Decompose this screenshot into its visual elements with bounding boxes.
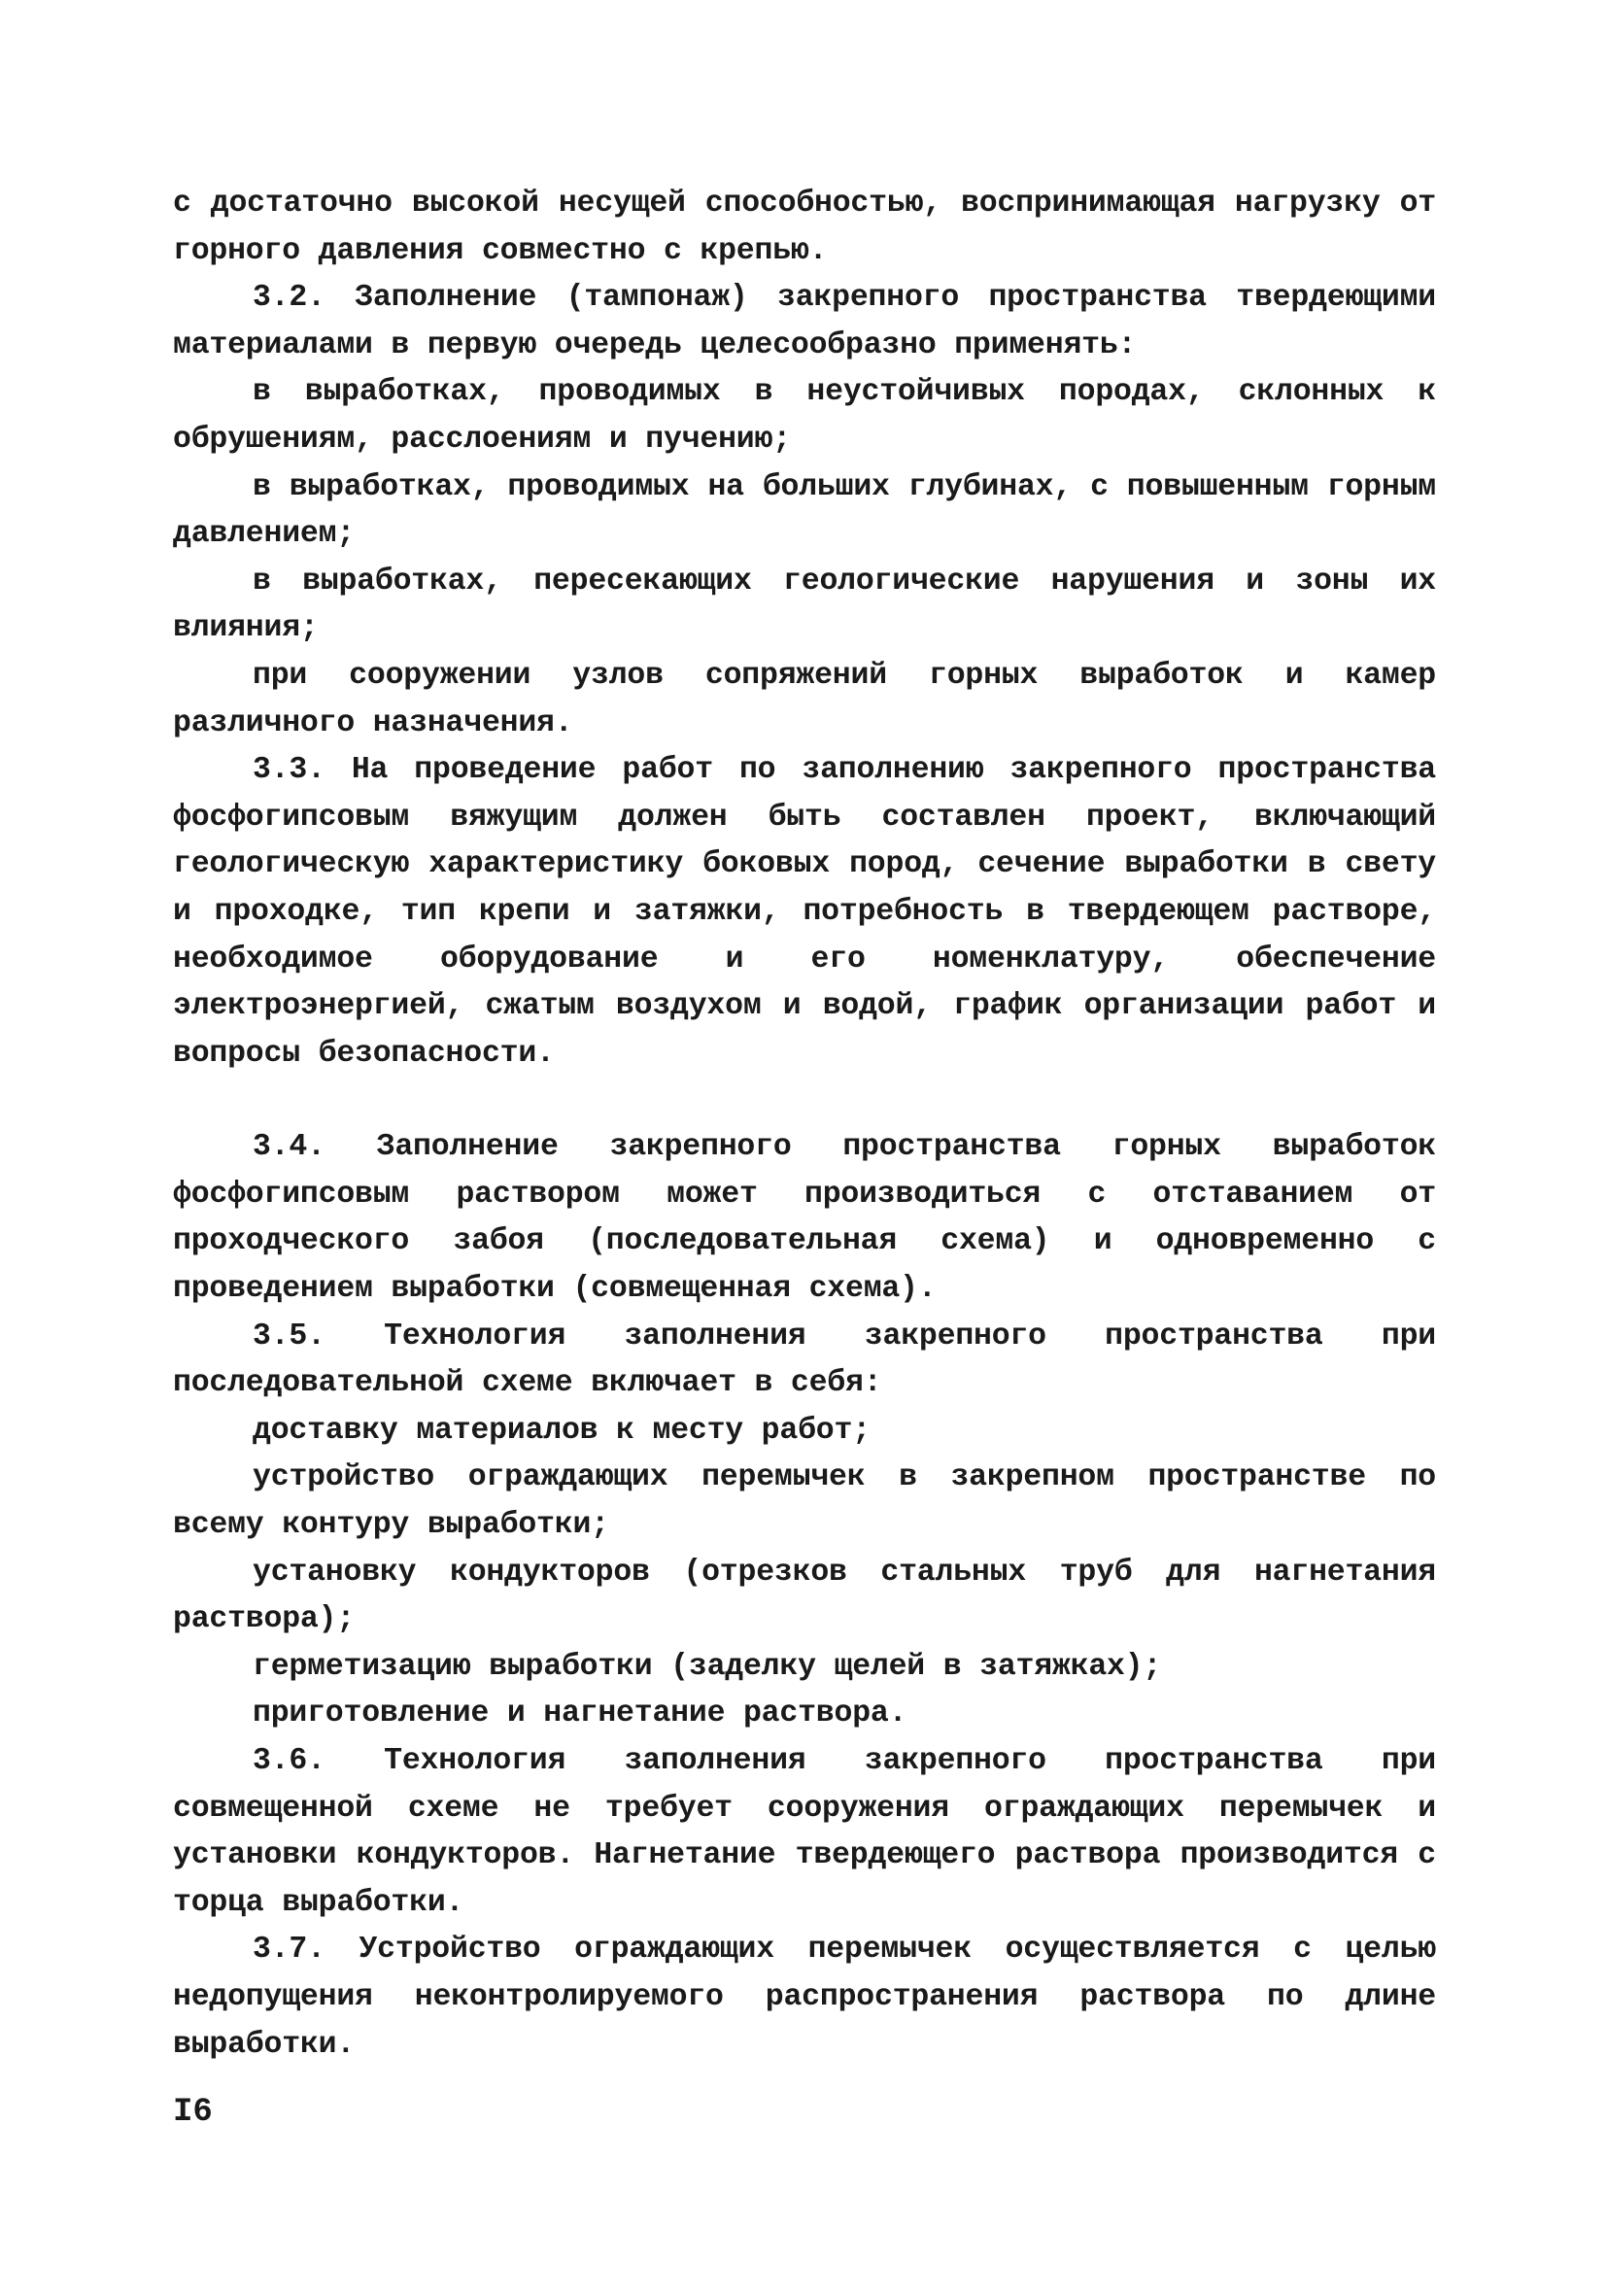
- page-number: I6: [173, 2094, 213, 2131]
- paragraph-3-7: 3.7. Устройство ограждающих перемычек осуществляется с целью недопущения неконтролируемого распространения раствора по длине выработки.: [173, 1933, 1436, 2062]
- body-text: [173, 181, 1436, 2069]
- list-item-junctions: при сооружении узлов сопряжений горных выработок и камер различного назначения.: [173, 658, 1436, 740]
- paragraph-3-6: 3.6. Технология заполнения закрепного пространства при совмещенной схеме не требует сооружения ограждающих перемычек и установки кондукторов. Нагнетание твердеющего раствора производится с торца выработки.: [173, 1744, 1436, 1920]
- list-item-bulkheads: устройство ограждающих перемычек в закрепном пространстве по всему контуру выработки;: [173, 1460, 1436, 1543]
- list-item-great-depths: в выработках, проводимых на больших глубинах, с повышенным горным давлением;: [173, 469, 1436, 552]
- list-item-geological-faults: в выработках, пересекающих геологические нарушения и зоны их влияния;: [173, 564, 1436, 646]
- paragraph-3-2: 3.2. Заполнение (тампонаж) закрепного пространства твердеющими материалами в первую очередь целесообразно применять:: [173, 281, 1436, 362]
- list-item-unstable-rocks: в выработках, проводимых в неустойчивых породах, склонных к обрушениям, расслоениям и пучению;: [173, 375, 1436, 457]
- paragraph-continuation: с достаточно высокой несущей способностью, воспринимающая нагрузку от горного давления совместно с крепью.: [173, 187, 1436, 268]
- paragraph-3-3: 3.3. На проведение работ по заполнению закрепного пространства фосфогипсовым вяжущим должен быть составлен проект, включающий геологическую характеристику боковых пород, сечение выработки в свету и проходке, тип крепи и затяжки, потребность в твердеющем растворе, необходимое оборудование и его номенклатуру, обеспечение электроэнергией, сжатым воздухом и водой, график организации работ и вопросы безопасности.: [173, 753, 1436, 1071]
- list-item-sealing: герметизацию выработки (заделку щелей в затяжках);: [253, 1649, 1162, 1684]
- list-item-delivery: доставку материалов к месту работ;: [253, 1413, 871, 1448]
- list-item-conductors: установку кондукторов (отрезков стальных труб для нагнетания раствора);: [173, 1555, 1436, 1637]
- paragraph-3-4: 3.4. Заполнение закрепного пространства горных выработок фосфогипсовым раствором может производиться с отставанием от проходческого забоя (последовательная схема) и одновременно с проведением выработки (совмещенная схема).: [173, 1130, 1436, 1307]
- list-item-mixing: приготовление и нагнетание раствора.: [253, 1696, 907, 1731]
- paragraph-3-5: 3.5. Технология заполнения закрепного пространства при последовательной схеме включает в себя:: [173, 1319, 1436, 1401]
